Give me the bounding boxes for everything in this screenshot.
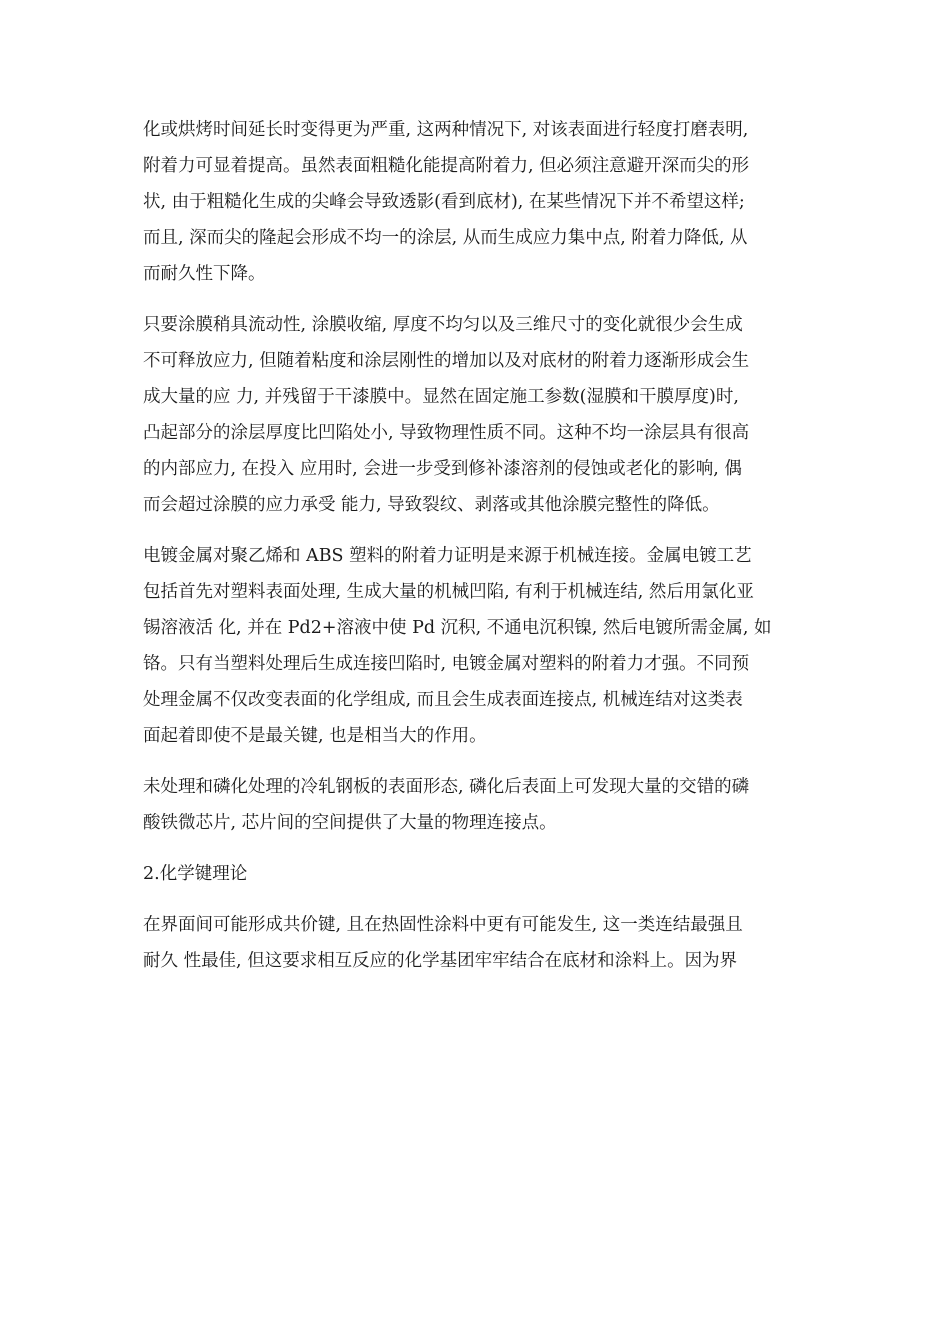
paragraph-surface-roughening [143, 112, 813, 292]
text-line: 耐久 性最佳, 但这要求相互反应的化学基团牢牢结合在底材和涂料上。因为界 [143, 951, 738, 971]
paragraph-internal-stress [143, 307, 813, 523]
text-line: 而会超过涂膜的应力承受 能力, 导致裂纹、剥落或其他涂膜完整性的降低。 [143, 495, 720, 515]
text-line: 不可释放应力, 但随着粘度和涂层刚性的增加以及对底材的附着力逐渐形成会生 [143, 351, 750, 371]
paragraph-phosphating [143, 769, 813, 841]
text-line: 化或烘烤时间延长时变得更为严重, 这两种情况下, 对该表面进行轻度打磨表明, [143, 120, 749, 140]
paragraph-covalent-bond [143, 907, 813, 979]
text-line: 未处理和磷化处理的冷轧钢板的表面形态, 磷化后表面上可发现大量的交错的磷 [143, 777, 750, 797]
text-line: 而且, 深而尖的隆起会形成不均一的涂层, 从而生成应力集中点, 附着力降低, 从 [143, 228, 748, 248]
text-line: 锡溶液活 化, 并在 Pd2+溶液中使 Pd 沉积, 不通电沉积镍, 然后电镀所需金属, 如 [143, 618, 772, 638]
text-line: 在界面间可能形成共价键, 且在热固性涂料中更有可能发生, 这一类连结最强且 [143, 915, 743, 935]
text-line: 成大量的应 力, 并残留于干漆膜中。显然在固定施工参数(湿膜和干膜厚度)时, [143, 387, 739, 407]
text-line: 而耐久性下降。 [143, 264, 266, 284]
text-line: 酸铁微芯片, 芯片间的空间提供了大量的物理连接点。 [143, 813, 557, 833]
text-line: 铬。只有当塑料处理后生成连接凹陷时, 电镀金属对塑料的附着力才强。不同预 [143, 654, 750, 674]
text-line: 只要涂膜稍具流动性, 涂膜收缩, 厚度不均匀以及三维尺寸的变化就很少会生成 [143, 315, 743, 335]
text-line: 状, 由于粗糙化生成的尖峰会导致透影(看到底材), 在某些情况下并不希望这样; [143, 192, 745, 212]
text-line: 的内部应力, 在投入 应用时, 会进一步受到修补漆溶剂的侵蚀或老化的影响, 偶 [143, 459, 742, 479]
text-line: 面起着即使不是最关键, 也是相当大的作用。 [143, 726, 487, 746]
text-line: 处理金属不仅改变表面的化学组成, 而且会生成表面连接点, 机械连结对这类表 [143, 690, 743, 710]
text-line: 附着力可显着提高。虽然表面粗糙化能提高附着力, 但必须注意避开深而尖的形 [143, 156, 750, 176]
document-body [143, 112, 813, 994]
text-line: 包括首先对塑料表面处理, 生成大量的机械凹陷, 有利于机械连结, 然后用氯化亚 [143, 582, 754, 602]
text-line: 电镀金属对聚乙烯和 ABS 塑料的附着力证明是来源于机械连接。金属电镀工艺 [143, 546, 752, 566]
paragraph-electroplating [143, 538, 813, 754]
section-heading [143, 856, 813, 892]
heading-text: 2.化学键理论 [143, 864, 248, 884]
text-line: 凸起部分的涂层厚度比凹陷处小, 导致物理性质不同。这种不均一涂层具有很高 [143, 423, 750, 443]
